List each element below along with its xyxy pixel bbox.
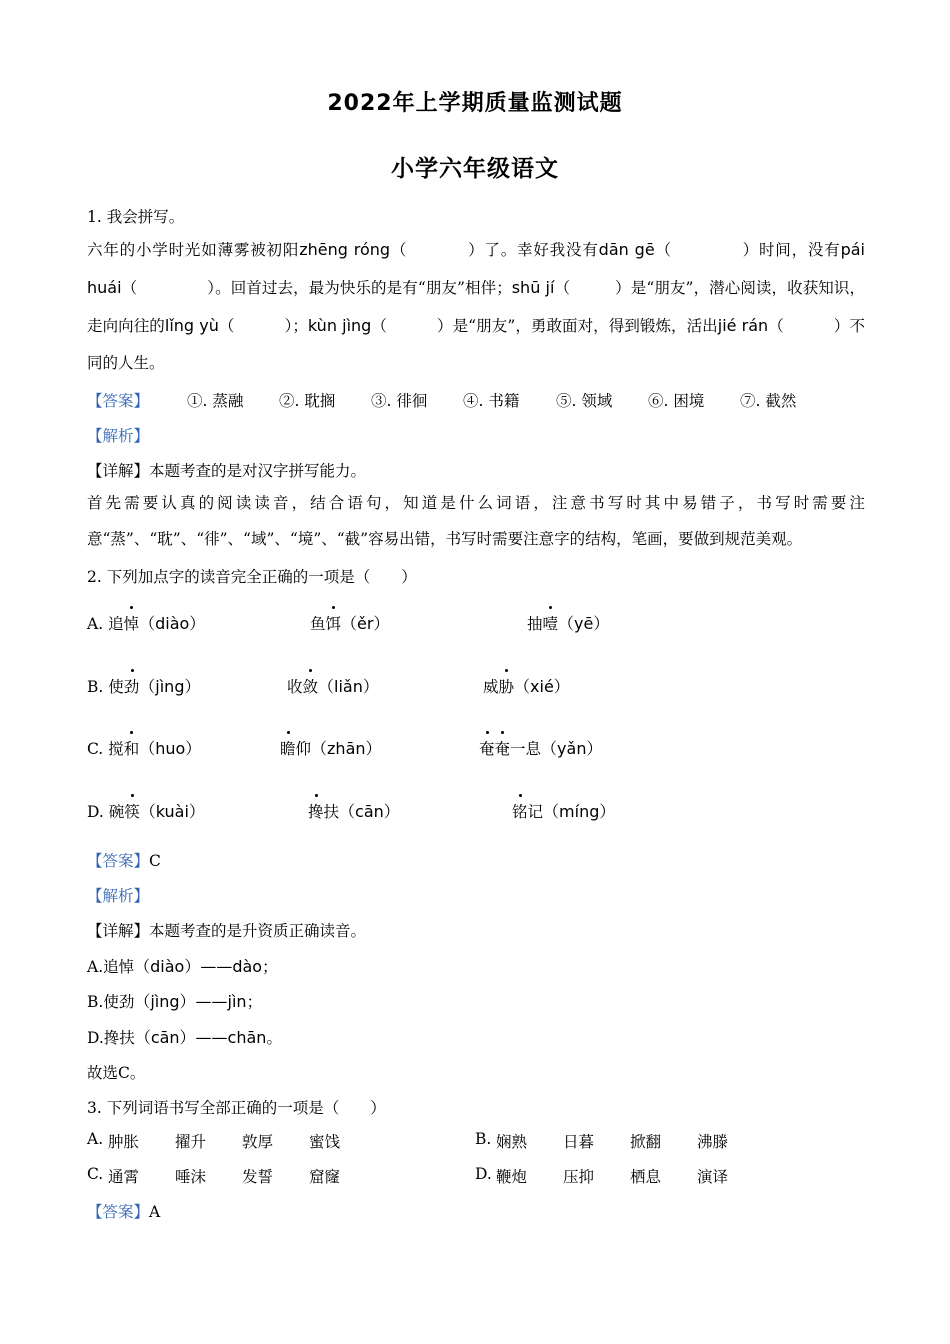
option-word: 收 bbox=[287, 678, 303, 696]
passage-text: （ bbox=[768, 317, 784, 335]
option-pinyin: （xié） bbox=[514, 677, 570, 696]
passage-text: （ bbox=[554, 279, 571, 297]
passage-text: 六年的小学时光如薄雾被初阳 bbox=[87, 241, 300, 259]
q3-stem: 3. 下列词语书写全部正确的一项是（ ） bbox=[87, 1099, 386, 1117]
q2-stem: 2. 下列加点字的读音完全正确的一项是（ ） bbox=[87, 568, 417, 586]
passage-pinyin: dān gē bbox=[598, 240, 655, 259]
passage-text: ）不同的人生。 bbox=[87, 317, 865, 372]
passage-text: ）了。幸好我没有 bbox=[467, 241, 599, 259]
option-pinyin: （míng） bbox=[543, 802, 616, 821]
option-item bbox=[87, 674, 200, 697]
correction-punct: 。 bbox=[266, 1029, 282, 1047]
passage-text: （ bbox=[371, 317, 387, 335]
q1-detail bbox=[87, 459, 366, 481]
q2-conclusion: 故选C。 bbox=[87, 1064, 146, 1082]
dotted-char: 搀 bbox=[308, 800, 324, 822]
passage-text: ）； bbox=[284, 317, 308, 335]
option-label: A. bbox=[87, 1130, 104, 1148]
correction-punct: ； bbox=[246, 993, 263, 1011]
answer-item: ⑤. 领域 bbox=[556, 392, 613, 410]
option-word: 日暮 bbox=[563, 1133, 595, 1151]
option-word: 掀翻 bbox=[630, 1133, 662, 1151]
option-pinyin: （kuài） bbox=[139, 802, 205, 821]
correction-line bbox=[87, 989, 262, 1012]
dotted-char: 筷 bbox=[124, 800, 140, 822]
option-pinyin: （ěr） bbox=[341, 614, 390, 633]
q2-detail-text: 本题考查的是升资质正确读音。 bbox=[149, 922, 367, 940]
answer-item: ⑦. 截然 bbox=[740, 392, 797, 410]
dotted-chars bbox=[124, 615, 140, 633]
passage-text: （ bbox=[390, 241, 408, 259]
option-word: 唾沫 bbox=[175, 1168, 207, 1186]
option-word: 威 bbox=[483, 678, 499, 696]
passage-pinyin: lǐng yù bbox=[164, 316, 219, 335]
q1-passage bbox=[87, 231, 865, 382]
dotted-char: 劲 bbox=[124, 675, 140, 697]
correction-line bbox=[87, 954, 278, 977]
passage-text: ）时间，没有 bbox=[741, 241, 841, 259]
dotted-char: 奄 bbox=[479, 737, 495, 759]
option-item bbox=[87, 611, 205, 634]
option-label: A. bbox=[87, 615, 109, 633]
option-pinyin: （liǎn） bbox=[318, 677, 379, 696]
dotted-chars bbox=[326, 615, 342, 633]
dotted-char: 胁 bbox=[499, 675, 515, 697]
option-item bbox=[280, 736, 382, 759]
correction-word: D.搀扶 bbox=[87, 1029, 135, 1047]
q1-explanation: 首先需要认真的阅读读音，结合语句，知道是什么词语，注意书写时其中易错子，书写时需要注意“蒸”、“耽”、“徘”、“域”、“境”、“截”容易出错，书写时需要注意字的结构，笔画，要做到规范美观。 bbox=[87, 494, 865, 548]
option-label: C. bbox=[87, 1165, 104, 1183]
q3-answer-value: A bbox=[149, 1203, 161, 1221]
dotted-char: 噎 bbox=[543, 612, 559, 634]
option-word: 通霄 bbox=[108, 1168, 140, 1186]
q1-analysis-label: 【解析】 bbox=[87, 427, 150, 445]
option-item bbox=[87, 736, 201, 759]
passage-text: ）是“朋友”，勇敢面对，得到锻炼，活出 bbox=[436, 317, 718, 335]
correction-punct: ； bbox=[262, 958, 278, 976]
passage-pinyin: pái huái bbox=[87, 240, 865, 297]
option-word: 搅 bbox=[108, 740, 124, 758]
option-word: 压抑 bbox=[563, 1168, 595, 1186]
passage-pinyin: zhēng róng bbox=[299, 240, 391, 259]
q1-answer-label: 【答案】 bbox=[87, 392, 150, 410]
option-word: 记 bbox=[527, 803, 544, 821]
q2-detail bbox=[87, 919, 366, 941]
option-word: 敦厚 bbox=[242, 1133, 274, 1151]
q3-answer bbox=[87, 1200, 160, 1222]
correction-word: B.使劲 bbox=[87, 993, 135, 1011]
passage-text: ）。回首过去，最为快乐的是有“朋友”相伴； bbox=[207, 279, 512, 297]
dotted-chars bbox=[543, 615, 559, 633]
option-word: 仰 bbox=[295, 740, 312, 758]
correction-line bbox=[87, 1025, 282, 1048]
dotted-char: 和 bbox=[124, 737, 140, 759]
q2-detail-label: 【详解】 bbox=[87, 922, 150, 940]
answer-item: ⑥. 困境 bbox=[648, 392, 705, 410]
option-pinyin: （cān） bbox=[339, 802, 400, 821]
option-pinyin: （huo） bbox=[139, 739, 202, 758]
option-item bbox=[512, 799, 615, 822]
q2-answer-value: C bbox=[149, 852, 161, 870]
dotted-char: 瞻 bbox=[280, 737, 296, 759]
option-label: D. bbox=[475, 1165, 492, 1183]
passage-text: ）是“朋友”，潜心阅读，收获知识，走向向往的 bbox=[87, 279, 865, 335]
q2-answer-label: 【答案】 bbox=[87, 852, 150, 870]
option-word: 碗 bbox=[108, 803, 125, 821]
q3-answer-label: 【答案】 bbox=[87, 1203, 150, 1221]
option-word: 擢升 bbox=[175, 1133, 207, 1151]
dotted-chars bbox=[512, 803, 528, 821]
option-word: 演译 bbox=[697, 1168, 729, 1186]
dotted-chars bbox=[499, 678, 515, 696]
dotted-char: 奄 bbox=[495, 737, 511, 759]
option-label: B. bbox=[475, 1130, 492, 1148]
dotted-chars bbox=[124, 678, 140, 696]
q1-detail-text: 本题考查的是对汉字拼写能力。 bbox=[149, 462, 367, 480]
q2-analysis-label: 【解析】 bbox=[87, 887, 150, 905]
option-item bbox=[479, 736, 602, 759]
answer-item: ④. 书籍 bbox=[463, 392, 520, 410]
dotted-char: 悼 bbox=[124, 612, 140, 634]
option-item bbox=[87, 799, 205, 822]
document-subtitle: 小学六年级语文 bbox=[391, 156, 559, 182]
option-word: 栖息 bbox=[630, 1168, 662, 1186]
passage-text: （ bbox=[218, 317, 235, 335]
correction-pinyin: （cān）——chān bbox=[134, 1028, 267, 1047]
option-word: 使 bbox=[108, 678, 124, 696]
option-word: 蜜饯 bbox=[309, 1133, 341, 1151]
answer-item: ②. 耽搁 bbox=[279, 392, 336, 410]
option-label: C. bbox=[87, 740, 109, 758]
correction-pinyin: （diào）——dào bbox=[134, 957, 263, 976]
passage-pinyin: kùn jìng bbox=[307, 316, 372, 335]
q2-answer bbox=[87, 849, 161, 871]
option-word: 沸滕 bbox=[697, 1133, 729, 1151]
dotted-chars bbox=[479, 740, 510, 758]
option-item bbox=[308, 799, 400, 822]
passage-pinyin: jié rán bbox=[717, 316, 769, 335]
option-word: 窟窿 bbox=[309, 1168, 341, 1186]
dotted-char: 铭 bbox=[512, 800, 528, 822]
option-word: 鞭炮 bbox=[496, 1168, 528, 1186]
dotted-char: 敛 bbox=[303, 675, 319, 697]
option-word: 抽 bbox=[527, 615, 543, 633]
option-item bbox=[287, 674, 379, 697]
answer-item: ③. 徘徊 bbox=[371, 392, 428, 410]
option-pinyin: （diào） bbox=[139, 614, 206, 633]
option-pinyin: （yǎn） bbox=[541, 739, 603, 758]
option-word: 追 bbox=[108, 615, 124, 633]
passage-pinyin: shū jí bbox=[511, 278, 555, 297]
passage-text: （ bbox=[654, 241, 672, 259]
option-word: 肿胀 bbox=[108, 1133, 140, 1151]
option-pinyin: （yē） bbox=[558, 614, 610, 633]
dotted-chars bbox=[280, 740, 296, 758]
option-item bbox=[527, 611, 609, 634]
option-item bbox=[483, 674, 570, 697]
option-word: 发誓 bbox=[242, 1168, 274, 1186]
option-word: 娴熟 bbox=[496, 1133, 528, 1151]
dotted-char: 饵 bbox=[326, 612, 342, 634]
dotted-chars bbox=[124, 803, 140, 821]
passage-text: （ bbox=[121, 279, 138, 297]
correction-pinyin: （jìng）——jìn bbox=[134, 992, 247, 1011]
option-word: 一息 bbox=[510, 740, 542, 758]
dotted-chars bbox=[308, 803, 324, 821]
answer-item: ①. 蒸融 bbox=[187, 392, 244, 410]
document-title: 2022年上学期质量监测试题 bbox=[327, 91, 623, 116]
option-label: D. bbox=[87, 803, 109, 821]
dotted-chars bbox=[124, 740, 140, 758]
option-pinyin: （jìng） bbox=[139, 677, 201, 696]
option-word: 扶 bbox=[323, 803, 340, 821]
dotted-chars bbox=[303, 678, 319, 696]
option-pinyin: （zhān） bbox=[311, 739, 382, 758]
option-label: B. bbox=[87, 678, 109, 696]
option-item bbox=[310, 611, 389, 634]
q1-detail-label: 【详解】 bbox=[87, 462, 150, 480]
correction-word: A.追悼 bbox=[87, 958, 135, 976]
q1-stem: 1. 我会拼写。 bbox=[87, 208, 185, 226]
option-word: 鱼 bbox=[310, 615, 326, 633]
